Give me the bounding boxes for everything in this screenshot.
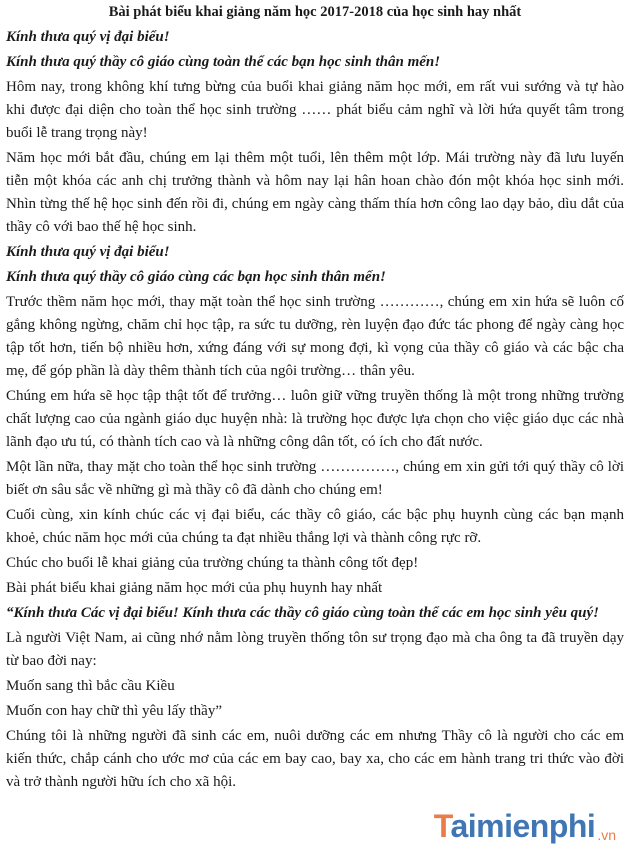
document-title: Bài phát biểu khai giảng năm học 2017-2018 của học sinh hay nhất: [108, 4, 522, 20]
document-body: [6, 26, 624, 794]
body-paragraph: Một lần nữa, thay mặt cho toàn thể học sinh trường ……………, chúng em xin gửi tới quý thầy cô lời biết ơn sâu sắc về những gì mà thầy cô đã dành cho chúng em!: [6, 459, 624, 498]
watermark-suffix: .vn: [597, 827, 616, 843]
greeting-paragraph: Kính thưa quý vị đại biểu!: [6, 29, 170, 45]
greeting-paragraph: Kính thưa quý thầy cô giáo cùng toàn thể các bạn học sinh thân mến!: [6, 54, 441, 70]
body-paragraph: Chúc cho buổi lễ khai giảng của trường chúng ta thành công tốt đẹp!: [6, 555, 419, 571]
body-paragraph: Chúng em hứa sẽ học tập thật tốt để trưởng… luôn giữ vững truyền thống là một trong những trường chất lượng cao của ngành giáo dục huyện nhà: là trường học được lựa chọn cho việc giáo dục các nhà lãnh đạo ưu tú, có thành tích cao và là những công dân tốt, có ích cho đất nước.: [6, 388, 624, 450]
body-paragraph: Trước thềm năm học mới, thay mặt toàn thể học sinh trường …………, chúng em xin hứa sẽ luôn cố gắng không ngừng, chăm chỉ học tập, ra sức tu dưỡng, rèn luyện đạo đức tác phong để ngày càng học tập tốt hơn, tiến bộ nhiều hơn, xứng đáng với sự mong đợi, kì vọng của thầy cô giáo và các bậc cha mẹ, để góp phần là dày thêm thành tích của ngôi trường… thân yêu.: [6, 294, 624, 379]
site-watermark-logo: [434, 808, 616, 845]
body-paragraph: Chúng tôi là những người đã sinh các em, nuôi dưỡng các em nhưng Thầy cô là người cho các em kiến thức, chắp cánh cho ước mơ của các em bay cao, bay xa, cho các em hành trang tri thức vào đời và trở thành người hữu ích cho xã hội.: [6, 728, 624, 790]
watermark-logo-text: aimienphi: [450, 808, 596, 844]
body-paragraph: Năm học mới bắt đầu, chúng em lại thêm một tuổi, lên thêm một lớp. Mái trường này đã lưu luyến tiễn một khóa các anh chị trưởng thành và hôm nay lại hân hoan chào đón một khóa học sinh mới. Nhìn từng thế hệ học sinh đến rồi đi, chúng em ngày càng thấm thía hơn công lao dạy bảo, dìu dắt của thầy cô với bao thế hệ học sinh.: [6, 150, 624, 235]
greeting-paragraph: Kính thưa quý thầy cô giáo cùng các bạn học sinh thân mến!: [6, 269, 386, 285]
section-heading: Bài phát biểu khai giảng năm học mới của phụ huynh hay nhất: [6, 580, 383, 596]
poem-line: Muốn sang thì bắc cầu Kiều: [6, 678, 175, 694]
body-paragraph: Hôm nay, trong không khí tưng bừng của buổi khai giảng năm học mới, em rất vui sướng và tự hào khi được đại diện cho toàn thể học sinh trường …… phát biểu cảm nghĩ và lời hứa quyết tâm trong buổi lễ trang trọng này!: [6, 79, 624, 141]
body-paragraph: Là người Việt Nam, ai cũng nhớ nằm lòng truyền thống tôn sư trọng đạo mà cha ông ta đã truyền dạy từ bao đời nay:: [6, 630, 624, 669]
greeting-paragraph: “Kính thưa Các vị đại biểu! Kính thưa các thầy cô giáo cùng toàn thể các em học sinh yêu quý!: [6, 605, 600, 621]
poem-line: Muốn con hay chữ thì yêu lấy thầy”: [6, 703, 222, 719]
greeting-paragraph: Kính thưa quý vị đại biểu!: [6, 244, 170, 260]
body-paragraph: Cuối cùng, xin kính chúc các vị đại biểu, các thầy cô giáo, các bậc phụ huynh cùng các bạn mạnh khoẻ, chúc năm học mới của chúng ta đạt nhiều thắng lợi và thành công rực rỡ.: [6, 507, 624, 546]
watermark-logo-prefix: T: [433, 808, 451, 844]
